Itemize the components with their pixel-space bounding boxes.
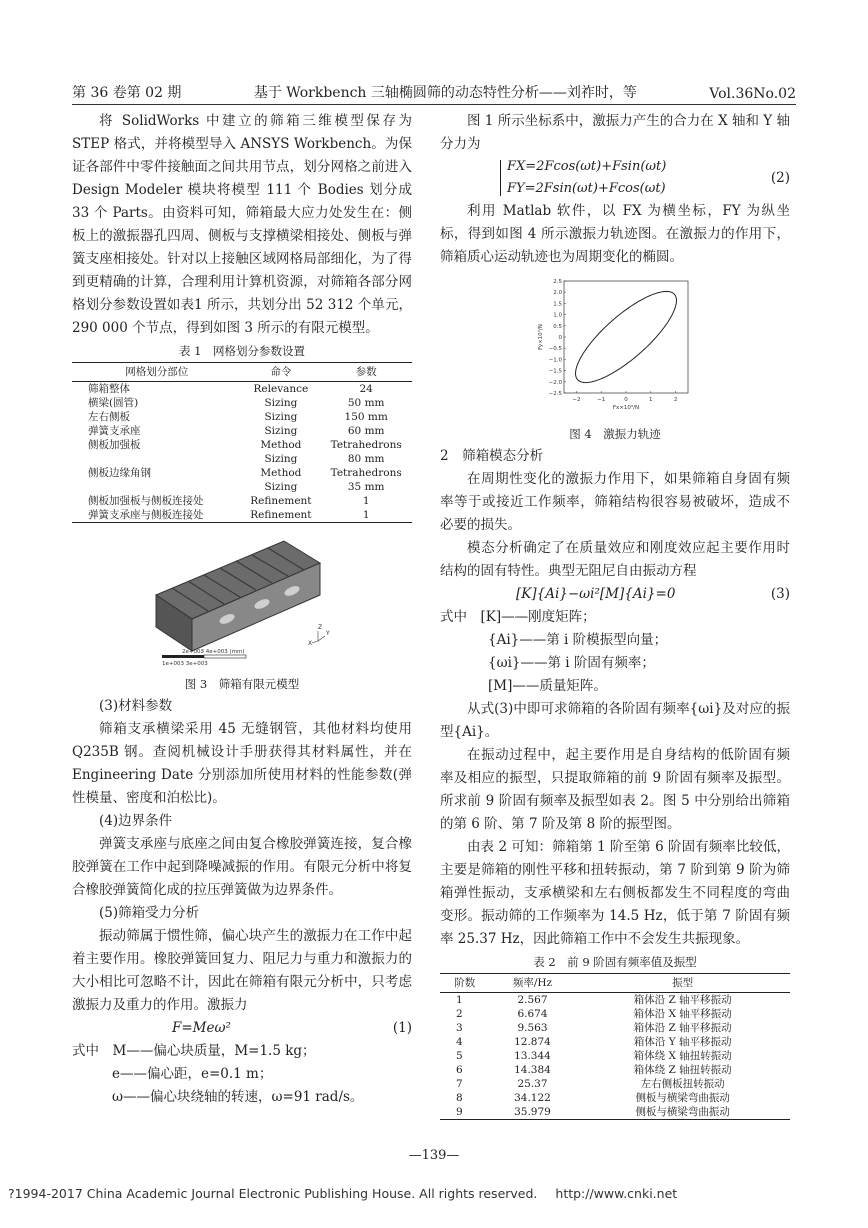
where-line-1: 式中 M——偏心块质量，M=1.5 kg； <box>72 1043 316 1059</box>
footer-url[interactable]: http://www.cnki.net <box>555 1186 678 1201</box>
table-row <box>440 1035 790 1049</box>
equation-2 <box>440 156 790 200</box>
table-row <box>440 993 790 1008</box>
fig4-ellipse-series <box>576 291 677 382</box>
equation-2-line-1: FX=2Fcos(ωt)+Fsin(ωt) <box>507 159 667 174</box>
table1-cell <box>72 452 241 466</box>
table2-cell: 箱体绕 X 轴扭转振动 <box>633 1050 732 1062</box>
table1-caption: 表 1 网格划分参数设置 <box>179 344 305 358</box>
table2-header-2: 振型 <box>575 974 790 993</box>
table1-cell: Refinement <box>250 495 312 507</box>
table1-cell: Method <box>260 467 302 479</box>
equation-3-number: (3) <box>770 586 790 602</box>
symbol-line-3: {ωi}——第 i 阶固有频率； <box>488 655 655 671</box>
table2-cell: 左右侧板扭转振动 <box>640 1078 725 1090</box>
table2-cell: 2.567 <box>517 994 548 1006</box>
heading-boundary: (4)边界条件 <box>99 813 173 829</box>
table1-cell: 侧板加强板 <box>88 439 141 451</box>
table1-cell: 60 mm <box>347 425 385 437</box>
table2-cell: 34.122 <box>514 1092 551 1104</box>
table2-cell: 3 <box>456 1022 463 1034</box>
table2-cell: 箱体沿 X 轴平移振动 <box>633 1008 732 1020</box>
symbol-line-4: [M]——质量矩阵。 <box>488 678 607 694</box>
left-paragraph-boundary: 弹簧支承座与底座之间由复合橡胶弹簧连接，复合橡胶弹簧在工作中起到降噪减振的作用。有限元分析中将复合橡胶弹簧简化成的拉压弹簧做为边界条件。 <box>72 836 412 898</box>
table1 <box>72 362 412 523</box>
fig4-ytick-label: −0.5 <box>548 346 562 353</box>
left-paragraph-force: 振动筛属于惯性筛，偏心块产生的激振力在工作中起着主要作用。橡胶弹簧回复力、阻尼力与重力和激振力的大小相比可忽略不计，因此在筛箱有限元分析中，只考虑激振力及重力的作用。激振力 <box>72 928 412 1013</box>
table-row <box>72 480 412 494</box>
table-row <box>440 1049 790 1063</box>
table-row <box>440 1105 790 1120</box>
heading-force: (5)筛箱受力分析 <box>99 905 200 921</box>
fig4-ytick-label: −1.5 <box>548 368 562 375</box>
table2-cell: 箱体沿 Y 轴平移振动 <box>633 1036 732 1048</box>
table-row <box>72 466 412 480</box>
table1-header-2: 参数 <box>320 363 412 382</box>
fig4-xlabel: Fx×10³/N <box>612 405 640 411</box>
cnki-footer <box>8 1186 691 1201</box>
table2-cell: 12.874 <box>514 1036 551 1048</box>
right-paragraph-7: 由表 2 可知：筛箱第 1 阶至第 6 阶固有频率比较低，主要是筛箱的刚性平移和扭转振动，第 7 阶到第 9 阶为筛箱弹性振动，支承横梁和左右侧板都发生不同程度的弯曲变形。振动筛的工作频率为 14.5 Hz，低于第 7 阶固有频率 25.37 Hz，因此筛箱工作中不会发生共振现象。 <box>440 839 790 947</box>
table1-cell: 左右侧板 <box>88 411 130 423</box>
table2-header-1: 频率/Hz <box>490 974 576 993</box>
table1-cell: 1 <box>320 508 412 523</box>
table1-cell: 1 <box>362 495 370 507</box>
fig4-xtick-label: 2 <box>673 397 678 403</box>
fig3-scale-top: 2e+003 4e+003 (mm) <box>182 649 245 655</box>
table-row <box>72 508 412 523</box>
table2 <box>440 973 790 1120</box>
table-row <box>72 494 412 508</box>
table-row <box>72 452 412 466</box>
table1-cell: Tetrahedrons <box>330 439 402 451</box>
table1-cell: 弹簧支承座与侧板连接处 <box>72 508 241 523</box>
table2-cell: 6.674 <box>517 1008 548 1020</box>
table2-cell: 2 <box>456 1008 463 1020</box>
table2-cell: 7 <box>456 1078 463 1090</box>
equation-3-body: [K]{Ai}−ωi²[M]{Ai}=0 <box>516 586 676 602</box>
right-paragraph-1: 图 1 所示坐标系中，激振力产生的合力在 X 轴和 Y 轴分力为 <box>440 113 790 152</box>
equation-1-body: F=Meω² <box>172 1020 231 1036</box>
table1-header-0: 网格划分部位 <box>72 363 241 382</box>
table2-cell: 侧板与横梁弯曲振动 <box>635 1092 730 1104</box>
table1-cell: 横梁(圆管) <box>88 397 139 409</box>
fig3-figure <box>72 533 412 673</box>
table1-cell: 侧板加强板与侧板连接处 <box>88 495 204 507</box>
fig3-fe-model <box>142 533 342 673</box>
table2-cell: 箱体沿 Z 轴平移振动 <box>633 994 732 1006</box>
left-column <box>72 110 412 1109</box>
fig4-ytick-label: −2.0 <box>548 379 562 386</box>
fig4-ytick-label: 0 <box>558 335 562 341</box>
fig4-plot-frame <box>564 281 688 393</box>
table2-cell: 35.979 <box>490 1105 576 1120</box>
table-row <box>72 396 412 410</box>
svg-text:Y: Y <box>326 630 330 637</box>
fig4-ytick-label: 1.5 <box>553 301 562 308</box>
header-volume: Vol.36No.02 <box>709 86 796 102</box>
table1-cell: Sizing <box>264 411 298 423</box>
header-rule <box>72 104 796 105</box>
right-column <box>440 110 790 1120</box>
table2-cell: 25.37 <box>517 1078 548 1090</box>
table2-cell: 6 <box>456 1064 463 1076</box>
svg-text:X: X <box>308 640 313 647</box>
right-paragraph-5: 从式(3)中即可求筛箱的各阶固有频率{ωi}及对应的振型{Ai}。 <box>440 701 790 740</box>
right-paragraph-3: 在周期性变化的激振力作用下，如果筛箱自身固有频率等于或接近工作频率，筛箱结构很容易被破坏，造成不必要的损失。 <box>440 471 790 533</box>
fig4-figure <box>440 273 790 423</box>
table2-cell: 1 <box>456 994 463 1006</box>
table1-cell: 150 mm <box>344 411 388 423</box>
table2-cell: 4 <box>456 1036 463 1048</box>
table1-cell: Sizing <box>264 425 298 437</box>
table2-cell: 箱体沿 Z 轴平移振动 <box>633 1022 732 1034</box>
table2-cell: 侧板与横梁弯曲振动 <box>575 1105 790 1120</box>
left-paragraph-material: 筛箱支承横梁采用 45 无缝钢管，其他材料均使用 Q235B 钢。查阅机械设计手册获得其材料属性，并在 Engineering Date 分别添加所使用材料的性能参数(弹性模量、密度和泊松比)。 <box>72 721 412 806</box>
running-header <box>72 80 796 102</box>
table-row <box>440 1077 790 1091</box>
right-paragraph-6: 在振动过程中，起主要作用是自身结构的低阶固有频率及相应的振型，只提取筛箱的前 9 阶固有频率及振型。所求前 9 阶固有频率及振型如表 2。图 5 中分别给出筛箱的第 6 阶、第 7 阶及第 8 阶的振型图。 <box>440 747 790 832</box>
table1-cell: Refinement <box>241 508 320 523</box>
fig4-xtick-label: −1 <box>597 397 606 403</box>
table2-cell: 13.344 <box>514 1050 551 1062</box>
table1-cell: 24 <box>359 383 373 395</box>
header-issue: 第 36 卷第 02 期 <box>72 85 182 101</box>
page-number: —139— <box>408 1148 460 1163</box>
fig3-scale-bottom: 1e+003 3e+003 <box>162 661 208 667</box>
table-row <box>72 424 412 438</box>
table-row <box>440 1091 790 1105</box>
table-row <box>72 410 412 424</box>
table1-cell: Sizing <box>264 481 298 493</box>
right-paragraph-4: 模态分析确定了在质量效应和刚度效应起主要作用时结构的固有特性。典型无阻尼自由振动方程 <box>440 540 790 579</box>
table-row <box>440 1021 790 1035</box>
fig4-ytick-label: −2.5 <box>548 391 562 397</box>
fig4-ytick-label: −1.0 <box>548 357 562 364</box>
table1-cell: 80 mm <box>347 453 385 465</box>
symbol-line-1: 式中 [K]——刚度矩阵； <box>440 609 596 625</box>
fig4-ytick-label: 1.0 <box>553 312 562 319</box>
table1-cell: 弹簧支承座 <box>88 425 141 437</box>
table1-cell: Tetrahedrons <box>330 467 402 479</box>
table1-cell: 筛箱整体 <box>88 383 130 395</box>
table-row <box>72 382 412 397</box>
fig4-ytick-label: 2.5 <box>553 279 562 285</box>
heading-material: (3)材料参数 <box>99 698 173 714</box>
fig3-caption: 图 3 筛箱有限元模型 <box>184 677 300 691</box>
equation-1-number: (1) <box>392 1020 412 1036</box>
symbol-line-2: {Ai}——第 i 阶模振型向量； <box>488 632 668 648</box>
header-title: 基于 Workbench 三轴椭圆筛的动态特性分析——刘祚时，等 <box>253 85 637 101</box>
table-row <box>440 1007 790 1021</box>
table1-cell: Relevance <box>253 383 309 395</box>
table2-header-0: 阶数 <box>440 974 490 993</box>
table1-header-1: 命令 <box>241 363 320 382</box>
table-row <box>440 1063 790 1077</box>
fig4-caption: 图 4 激振力轨迹 <box>569 427 661 441</box>
where-line-3: ω——偏心块绕轴的转速，ω=91 rad/s。 <box>112 1089 364 1105</box>
section-2-heading: 2 筛箱模态分析 <box>440 448 544 464</box>
table2-cell: 8 <box>456 1092 463 1104</box>
equation-2-number: (2) <box>770 169 790 186</box>
fig4-xtick-label: 0 <box>624 397 628 403</box>
table1-cell: Sizing <box>264 397 298 409</box>
table2-caption: 表 2 前 9 阶固有频率值及振型 <box>533 955 697 969</box>
table1-cell: 侧板边缘角钢 <box>88 467 151 479</box>
table2-cell: 14.384 <box>514 1064 551 1076</box>
left-paragraph-1: 将 SolidWorks 中建立的筛箱三维模型保存为 STEP 格式，并将模型导入 ANSYS Workbench。为保证各部件中零件接触面之间共用节点，划分网格之前进入 Design Modeler 模块将模型 111 个 Bodies 划分成 33 个 Parts。由资料可知，筛箱最大应力处发生在：侧板上的激振器孔四周、侧板与支撑横梁相接处、侧板与弹簧支座相接处。针对以上接触区域网格局部细化，为了得到更精确的计算，合理利用计算机资源，对筛箱各部分网格划分参数设置如表1 所示，共划分出 52 312 个单元，290 000 个节点，得到如图 3 所示的有限元模型。 <box>72 113 412 336</box>
equation-3 <box>440 583 790 606</box>
table2-cell: 9 <box>440 1105 490 1120</box>
table2-cell: 箱体绕 Z 轴扭转振动 <box>633 1064 732 1076</box>
table1-cell: 50 mm <box>347 397 385 409</box>
table1-cell: Method <box>260 439 302 451</box>
svg-text:Z: Z <box>318 624 323 631</box>
fig4-xtick-label: 1 <box>649 397 653 403</box>
fig4-xtick-label: −2 <box>572 397 581 403</box>
where-line-2: e——偏心距，e=0.1 m； <box>112 1066 273 1082</box>
table1-cell: 35 mm <box>347 481 385 493</box>
fig4-ytick-label: 0.5 <box>553 323 562 330</box>
table2-cell: 5 <box>456 1050 463 1062</box>
fig4-chart <box>530 273 700 423</box>
table1-cell: Sizing <box>264 453 298 465</box>
table1-cell <box>72 480 241 494</box>
footer-copyright: ?1994-2017 China Academic Journal Electronic Publishing House. All rights reserved. <box>8 1186 538 1201</box>
table-row <box>72 438 412 452</box>
table2-cell: 9.563 <box>517 1022 548 1034</box>
fig4-ylabel: Fy×10³/N <box>538 324 544 350</box>
fig4-ytick-label: 2.0 <box>553 290 562 297</box>
equation-2-line-2: FY=2Fsin(ωt)+Fcos(ωt) <box>507 181 666 196</box>
equation-1 <box>72 1017 412 1040</box>
right-paragraph-2: 利用 Matlab 软件，以 FX 为横坐标，FY 为纵坐标，得到如图 4 所示激振力轨迹图。在激振力的作用下，筛箱质心运动轨迹也为周期变化的椭圆。 <box>440 203 790 265</box>
